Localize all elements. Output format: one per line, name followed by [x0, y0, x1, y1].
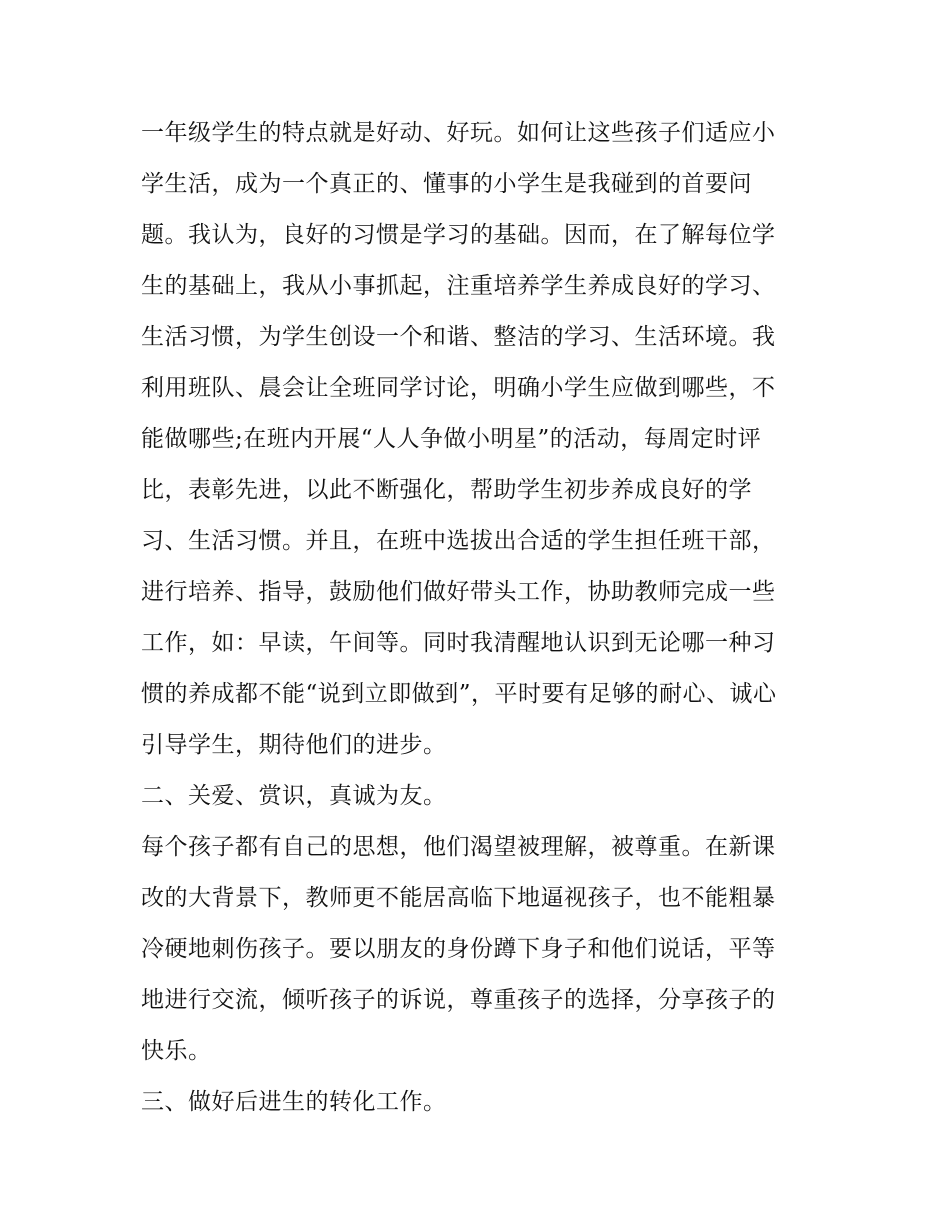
paragraph-line: 利用班队、晨会让全班同学讨论，明确小学生应做到哪些，不	[141, 375, 776, 401]
paragraph-line: 习、生活习惯。并且，在班中选拔出合适的学生担任班干部，	[141, 528, 776, 554]
paragraph-line: 学生活，成为一个真正的、懂事的小学生是我碰到的首要问	[141, 171, 752, 197]
paragraph-line: 惯的养成都不能“说到立即做到”，平时要有足够的耐心、诚心	[141, 681, 777, 707]
paragraph-line: 冷硬地刺伤孩子。要以朋友的身份蹲下身子和他们说话，平等	[141, 936, 776, 962]
paragraph-line: 快乐。	[141, 1038, 212, 1064]
paragraph-line: 生活习惯，为学生创设一个和谐、整洁的学习、生活环境。我	[141, 324, 776, 350]
paragraph-line: 工作，如：早读，午间等。同时我清醒地认识到无论哪一种习	[141, 630, 776, 656]
document-body	[141, 108, 813, 1128]
paragraph-line: 一年级学生的特点就是好动、好玩。如何让这些孩子们适应小	[141, 120, 776, 146]
paragraph-line: 改的大背景下，教师更不能居高临下地逼视孩子，也不能粗暴	[141, 885, 776, 911]
paragraph-line: 能做哪些;在班内开展“人人争做小明星”的活动，每周定时评	[141, 426, 762, 452]
paragraph-line: 引导学生，期待他们的进步。	[141, 732, 447, 758]
paragraph-line: 地进行交流，倾听孩子的诉说，尊重孩子的选择，分享孩子的	[141, 987, 776, 1013]
paragraph-line: 比，表彰先进，以此不断强化，帮助学生初步养成良好的学	[141, 477, 752, 503]
section-heading-3: 三、做好后进生的转化工作。	[141, 1089, 447, 1115]
section-heading-2: 二、关爱、赏识，真诚为友。	[141, 783, 447, 809]
paragraph-line: 生的基础上，我从小事抓起，注重培养学生养成良好的学习、	[141, 273, 776, 299]
paragraph-line: 题。我认为，良好的习惯是学习的基础。因而，在了解每位学	[141, 222, 776, 248]
paragraph-line: 进行培养、指导，鼓励他们做好带头工作，协助教师完成一些	[141, 579, 776, 605]
paragraph-line: 每个孩子都有自己的思想，他们渴望被理解，被尊重。在新课	[141, 834, 776, 860]
